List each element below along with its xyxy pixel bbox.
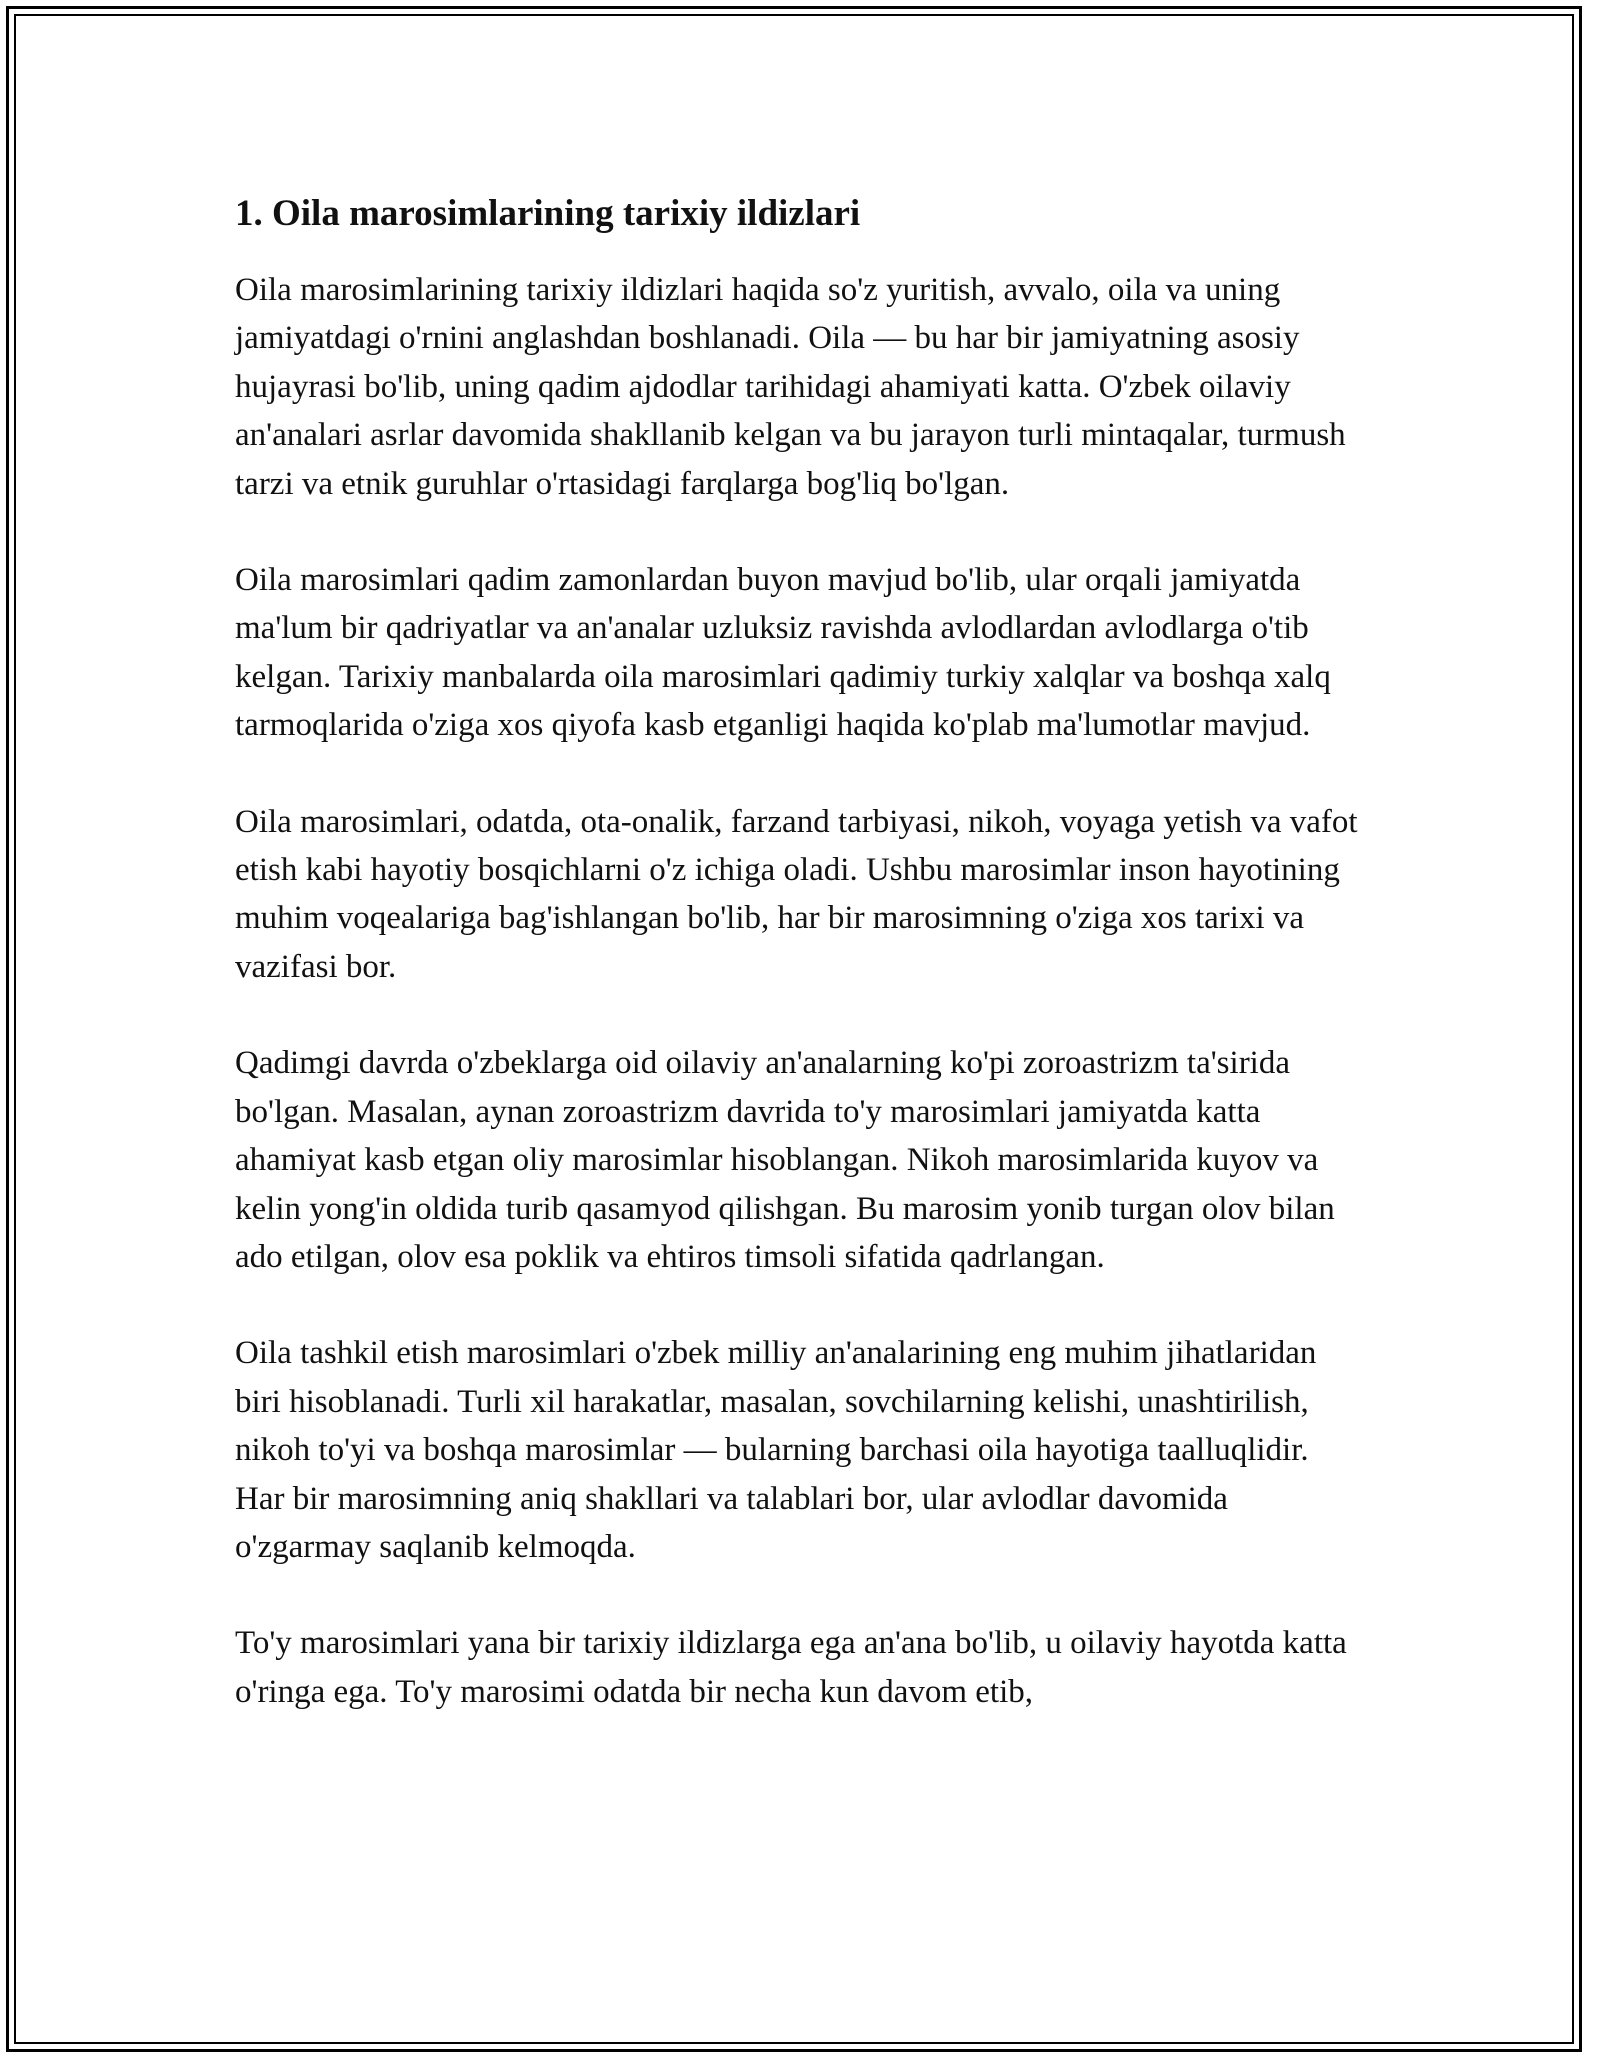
paragraph-3: Oila marosimlari, odatda, ota-onalik, farzand tarbiyasi, nikoh, voyaga yetish va vafot etish kabi hayotiy bosqichlarni o'z ichiga oladi. Ushbu marosimlar inson hayotining muhim voqealariga bag'ishlangan bo'lib, har bir marosimning o'ziga xos tarixi va vazifasi bor. bbox=[235, 803, 1358, 985]
paragraph-1: Oila marosimlarining tarixiy ildizlari haqida so'z yuritish, avvalo, oila va uning jamiyatdagi o'rnini anglashdan boshlanadi. Oila — bu har bir jamiyatning asosiy hujayrasi bo'lib, uning qadim ajdodlar tarihidagi ahamiyati katta. O'zbek oilaviy an'analari asrlar davomida shakllanib kelgan va bu jarayon turli mintaqalar, turmush tarzi va etnik guruhlar o'rtasidagi farqlarga bog'liq bo'lgan. bbox=[235, 272, 1346, 502]
document-body bbox=[235, 186, 1365, 1764]
paragraph-5: Oila tashkil etish marosimlari o'zbek milliy an'analarining eng muhim jihatlaridan biri hisoblanadi. Turli xil harakatlar, masalan, sovchilarning kelishi, unashtirilish, nikoh to'yi va boshqa marosimlar — bularning barchasi oila hayotiga taalluqlidir. Har bir marosimning aniq shakllari va talablari bor, ular avlodlar davomida o'zgarmay saqlanib kelmoqda. bbox=[235, 1335, 1317, 1565]
paragraph-4: Qadimgi davrda o'zbeklarga oid oilaviy an'analarning ko'pi zoroastrizm ta'sirida bo'lgan. Masalan, aynan zoroastrizm davrida to'y marosimlari jamiyatda katta ahamiyat kasb etgan oliy marosimlar hisoblangan. Nikoh marosimlarida kuyov va kelin yong'in oldida turib qasamyod qilishgan. Bu marosim yonib turgan olov bilan ado etilgan, olov esa poklik va ehtiros timsoli sifatida qadrlangan. bbox=[235, 1045, 1335, 1275]
section-heading: 1. Oila marosimlarining tarixiy ildizlari bbox=[235, 193, 861, 234]
paragraph-6: To'y marosimlari yana bir tarixiy ildizlarga ega an'ana bo'lib, u oilaviy hayotda katta o'ringa ega. To'y marosimi odatda bir necha kun davom etib, bbox=[235, 1625, 1347, 1710]
paragraph-2: Oila marosimlari qadim zamonlardan buyon mavjud bo'lib, ular orqali jamiyatda ma'lum bir qadriyatlar va an'analar uzluksiz ravishda avlodlardan avlodlarga o'tib kelgan. Tarixiy manbalarda oila marosimlari qadimiy turkiy xalqlar va boshqa xalq tarmoqlarida o'ziga xos qiyofa kasb etganligi haqida ko'plab ma'lumotlar mavjud. bbox=[235, 562, 1331, 744]
